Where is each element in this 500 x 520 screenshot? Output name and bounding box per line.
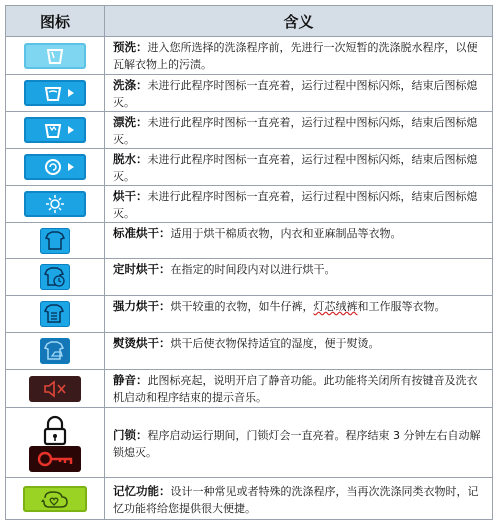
row-title: 强力烘干： bbox=[113, 299, 171, 313]
icon-cell bbox=[6, 478, 105, 520]
table-header-row bbox=[6, 6, 493, 37]
row-description: 此图标亮起，说明开启了静音功能。此功能将关闭所有按键音及洗衣机启动和程序结束的提示音乐。 bbox=[113, 374, 478, 404]
icon-cell bbox=[6, 408, 105, 478]
dry-icon bbox=[24, 191, 86, 217]
row-title: 脱水： bbox=[113, 152, 148, 166]
table-row bbox=[6, 259, 493, 296]
meaning-cell bbox=[105, 478, 493, 520]
header-meaning-column: 含义 bbox=[105, 6, 493, 37]
meaning-cell bbox=[105, 223, 493, 259]
row-title: 门锁： bbox=[113, 427, 148, 442]
row-title: 记忆功能： bbox=[113, 483, 171, 498]
row-description: 未进行此程序时图标一直亮着，运行过程中图标闪烁，结束后图标熄灭。 bbox=[113, 190, 478, 220]
icon-cell bbox=[6, 149, 105, 186]
spin-icon bbox=[24, 154, 86, 180]
row-title: 定时烘干： bbox=[113, 262, 171, 276]
row-title: 静音： bbox=[113, 373, 148, 387]
meaning-cell bbox=[105, 149, 493, 186]
row-title: 熨烫烘干： bbox=[113, 336, 171, 350]
icon-cell bbox=[6, 296, 105, 333]
row-description-part-a: 烘干较重的衣物，如牛仔裤， bbox=[170, 300, 314, 313]
meaning-cell bbox=[105, 296, 493, 333]
table-row bbox=[6, 75, 493, 112]
icon-cell bbox=[6, 112, 105, 149]
door-lock-icon bbox=[29, 446, 81, 472]
meaning-cell bbox=[105, 112, 493, 149]
meaning-cell bbox=[105, 408, 493, 478]
row-title: 漂洗： bbox=[113, 115, 148, 129]
table-row bbox=[6, 296, 493, 333]
row-description-underlined: 灯芯绒裤 bbox=[313, 300, 358, 313]
row-description: 进入您所选择的洗涤程序前，先进行一次短暂的洗涤脱水程序，以便瓦解衣物上的污渍。 bbox=[113, 41, 478, 71]
wash-icon bbox=[24, 80, 86, 106]
row-description: 在指定的时间段内对以进行烘干。 bbox=[170, 263, 336, 276]
table-row bbox=[6, 149, 493, 186]
row-description: 烘干后使衣物保持适宜的湿度，便于熨烫。 bbox=[170, 337, 380, 350]
row-description: 设计一种常见或者特殊的洗涤程序，当再次洗涤同类衣物时，记忆功能将给您提供很大便捷。 bbox=[113, 484, 479, 515]
table-row bbox=[6, 408, 493, 478]
row-title: 烘干： bbox=[113, 189, 148, 203]
row-description: 适用于烘干棉质衣物，内衣和亚麻制品等衣物。 bbox=[170, 227, 402, 240]
row-title: 标准烘干： bbox=[113, 226, 171, 240]
meaning-cell bbox=[105, 370, 493, 408]
row-description: 程序启动运行期间，门锁灯会一直亮着。程序结束 3 分钟左右自动解锁熄灭。 bbox=[113, 428, 481, 459]
table-row bbox=[6, 478, 493, 520]
meaning-cell bbox=[105, 186, 493, 223]
icon-cell bbox=[6, 259, 105, 296]
table-row bbox=[6, 333, 493, 370]
table-row bbox=[6, 37, 493, 75]
table-row bbox=[6, 186, 493, 223]
strong-dry-icon bbox=[40, 301, 70, 327]
row-description: 未进行此程序时图标一直亮着，运行过程中图标闪烁，结束后图标熄灭。 bbox=[113, 116, 478, 146]
table-row bbox=[6, 370, 493, 408]
meaning-cell bbox=[105, 259, 493, 296]
header-icon-column: 图标 bbox=[6, 6, 105, 37]
rinse-icon bbox=[24, 117, 86, 143]
icon-cell bbox=[6, 186, 105, 223]
icon-legend-table bbox=[5, 5, 493, 520]
row-description: 未进行此程序时图标一直亮着，运行过程中图标闪烁，结束后图标熄灭。 bbox=[113, 153, 478, 183]
icon-cell bbox=[6, 333, 105, 370]
meaning-cell bbox=[105, 75, 493, 112]
meaning-cell bbox=[105, 37, 493, 75]
row-title: 预洗： bbox=[113, 40, 148, 54]
table-row bbox=[6, 112, 493, 149]
row-description: 未进行此程序时图标一直亮着，运行过程中图标闪烁，结束后图标熄灭。 bbox=[113, 79, 478, 109]
row-description-part-b: 和工作服等衣物。 bbox=[357, 300, 446, 313]
icon-cell bbox=[6, 37, 105, 75]
timed-dry-icon bbox=[40, 264, 70, 290]
icon-legend-table-wrapper bbox=[5, 5, 493, 515]
table-row bbox=[6, 223, 493, 259]
iron-dry-icon bbox=[40, 338, 70, 364]
mute-icon bbox=[29, 376, 81, 402]
icon-cell bbox=[6, 370, 105, 408]
icon-cell bbox=[6, 75, 105, 112]
meaning-cell bbox=[105, 333, 493, 370]
padlock-icon bbox=[6, 414, 104, 446]
row-title: 洗涤： bbox=[113, 78, 148, 92]
standard-dry-icon bbox=[40, 228, 70, 254]
memory-icon bbox=[23, 486, 87, 512]
prewash-icon bbox=[24, 43, 86, 69]
icon-cell bbox=[6, 223, 105, 259]
